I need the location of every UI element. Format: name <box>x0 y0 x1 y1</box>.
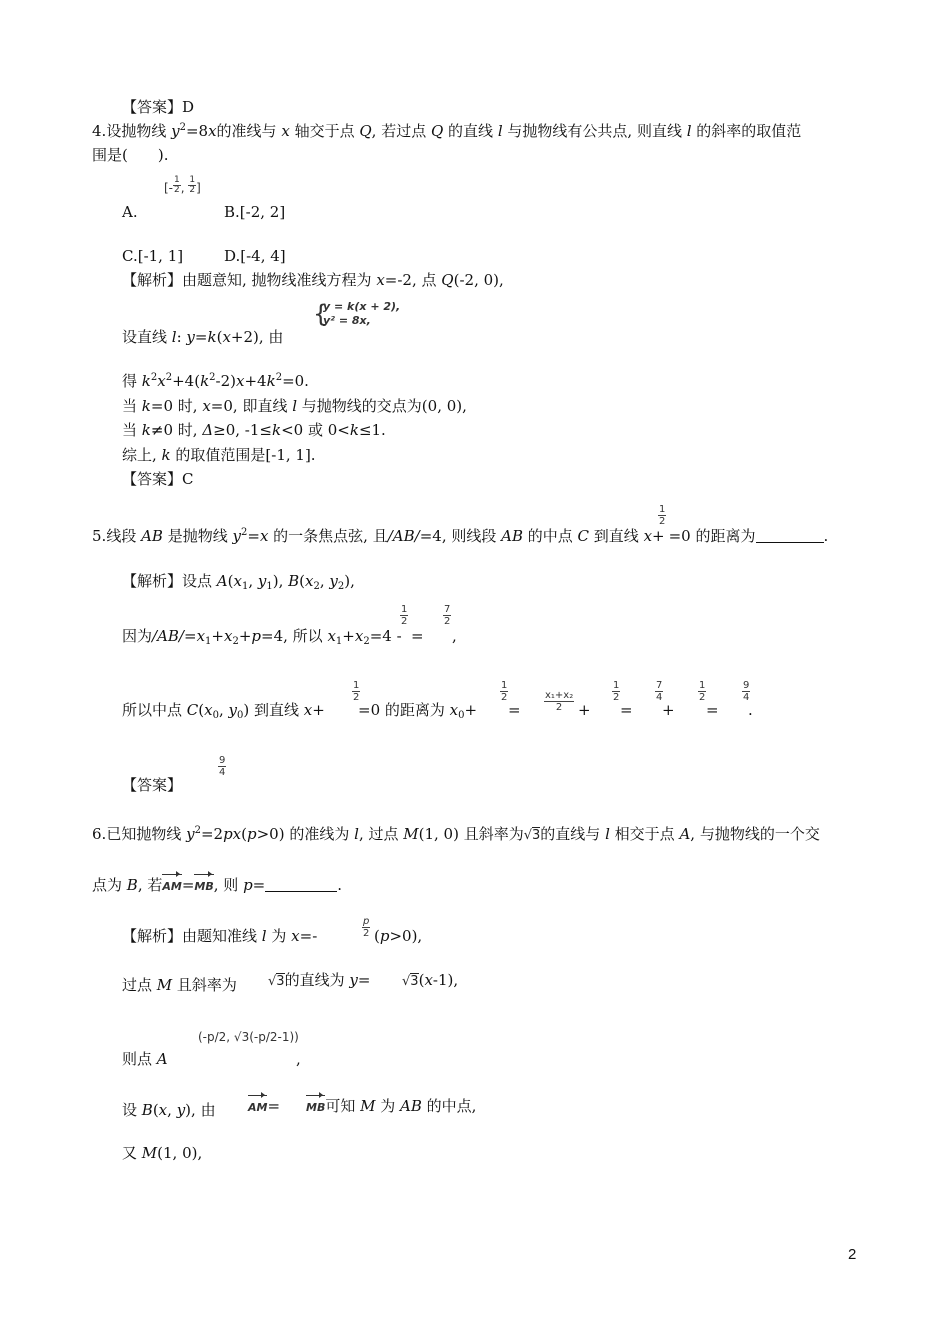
q4-stem-line1: 4.设抛物线 $y^2=8x$的准线与 x 轴交于点 Q, 若过点 Q 的直线 l 与抛物线有公共点, 则直线 l 的斜率的取值范 <box>92 122 802 140</box>
question-number: 4. <box>92 122 107 140</box>
analysis-text: 为 <box>375 1097 401 1115</box>
q4-stem-text: 设抛物线 <box>106 122 172 140</box>
analysis-text: 过点 <box>122 976 157 994</box>
analysis-text: 为 <box>266 927 292 945</box>
analysis-text: 设点 <box>182 572 217 590</box>
q4-option-d <box>224 246 286 266</box>
vector-am: AM <box>248 1098 267 1118</box>
q5-stem-frac: $\frac{1}{2}$ <box>659 504 666 527</box>
analysis-text: 由题知准线 <box>182 927 262 945</box>
q6-stem-text: , 过点 <box>358 825 404 843</box>
q6-analysis-5: 又 M(1, 0), <box>122 1144 203 1162</box>
q6-point-a: (-p/2, √3(-p/2-1)) <box>198 1030 299 1044</box>
q6-stem-line1: 6.已知抛物线 $y^2=2px(p>0)$ 的准线为 l, 过点 M(1, 0) 且斜率为√3的直线与 l 相交于点 A, 与抛物线的一个交 <box>92 825 820 843</box>
q5-frac-half-b: $\frac{1}{2}$ <box>353 680 360 703</box>
q4-stem-text: 轴交于点 <box>289 122 360 140</box>
q5-stem: 5.线段 AB 是抛物线 $y^2=x$ 的一条焦点弦, 且/AB/=4, 则线段 AB 的中点 C 到直线 x+ =0 的距离为 . <box>92 527 829 545</box>
q5-frac-half: $\frac{1}{2}$ <box>401 604 408 627</box>
plus-sign: + <box>578 701 591 719</box>
math-inline: y <box>171 122 180 140</box>
option-label: A. <box>122 203 138 221</box>
q4-stem-text: , 若过点 <box>371 122 431 140</box>
analysis-text: 当 <box>122 421 142 439</box>
q4-option-b <box>224 202 285 222</box>
q5-frac-half-e: $\frac{1}{2}$ <box>699 680 706 703</box>
q4-answer-line <box>122 469 194 489</box>
q6-stem-text: , 与抛物线的一个交 <box>690 825 820 843</box>
system-eq-2: y² = 8x, <box>323 314 371 327</box>
answer-blank[interactable] <box>265 877 337 892</box>
q4-analysis-5: 当 k≠0 时, Δ≥0, -1≤k<0 或 0<k≤1. <box>122 421 386 439</box>
q5-stem-text: =0 的距离为 <box>668 527 756 545</box>
q6-analysis-4-cont: MB可知 M 为 AB 的中点, <box>306 1096 476 1118</box>
q5-analysis-3: 所以中点 $C(x_0$, $y_0$) 到直线 x+ <box>122 701 325 721</box>
vector-mb: MB <box>306 1098 325 1118</box>
q6-slope: √3的直线为 y= <box>268 971 371 989</box>
q4-stem-text: 的准线与 <box>216 122 282 140</box>
q3-answer-line <box>122 97 194 117</box>
analysis-text: , 点 <box>411 271 442 289</box>
analysis-text: , 由 <box>258 328 284 346</box>
q6-stem-line2: 点为 B, 若AM=MB, 则 p= . <box>92 875 342 897</box>
q6-stem-text: 的直线与 <box>540 825 606 843</box>
q5-frac-7-2: $\frac{7}{2}$ <box>444 604 451 627</box>
q4-equation-system: { y = k(x + 2), y² = 8x, <box>313 300 401 328</box>
q5-stem-text: 的一条焦点弦, 且 <box>268 527 388 545</box>
analysis-text: 的直线为 <box>284 971 350 989</box>
q5-frac-half-c: $\frac{1}{2}$ <box>501 680 508 703</box>
answer-label: 【答案】 <box>122 470 183 488</box>
q6-stem-text: , 若 <box>137 876 163 894</box>
analysis-text: 则点 <box>122 1050 157 1068</box>
analysis-label: 【解析】 <box>122 572 183 590</box>
q6-analysis-4: 设 B(x, y), 由 <box>122 1101 216 1119</box>
q4-stem-text: 的斜率的取值范 <box>691 122 802 140</box>
q4-stem-line2 <box>92 145 168 165</box>
q4-option-c <box>122 246 183 266</box>
comma: , <box>296 1050 301 1068</box>
page-number: 2 <box>848 1246 857 1263</box>
q4-analysis-4: 当 k=0 时, x=0, 即直线 l 与抛物线的交点为(0, 0), <box>122 397 467 415</box>
analysis-text: 设 <box>122 1101 142 1119</box>
q5-stem-text: 到直线 <box>589 527 644 545</box>
q6-stem-text: 点为 <box>92 876 127 894</box>
q4-analysis-6: 综上, k 的取值范围是[-1, 1]. <box>122 446 316 464</box>
analysis-text: 由题意知, 抛物线准线方程为 <box>182 271 377 289</box>
analysis-text: 时, <box>173 397 203 415</box>
q6-stem-text: 已知抛物线 <box>106 825 187 843</box>
question-number: 6. <box>92 825 107 843</box>
plus-sign: + <box>662 701 675 719</box>
analysis-text: 可知 <box>325 1097 361 1115</box>
analysis-text: 设直线 <box>122 328 172 346</box>
analysis-text: 到直线 <box>249 701 304 719</box>
q5-frac-9-4: $\frac{9}{4}$ <box>743 680 750 703</box>
analysis-text: =0 的距离为 <box>358 701 450 719</box>
q5-analysis-3-cont: =0 的距离为 $x_0+$ <box>358 701 478 721</box>
q6-stem-text: , 则 <box>213 876 244 894</box>
option-text: B.[-2, 2] <box>224 203 286 221</box>
analysis-label: 【解析】 <box>122 927 183 945</box>
option-text: C.[-1, 1] <box>122 247 184 265</box>
q6-line-eq: √3(x-1), <box>402 971 459 989</box>
equals-sign: = <box>508 701 521 719</box>
analysis-text: 所以中点 <box>122 701 187 719</box>
q5-answer-line <box>122 775 182 795</box>
q4-stem-text: 的直线 <box>443 122 498 140</box>
analysis-label: 【解析】 <box>122 271 183 289</box>
answer-label: 【答案】 <box>122 98 183 116</box>
q5-analysis-1: 【解析】设点 $A(x_1$, $y_1$), $B(x_2$, $y_2$), <box>122 572 355 592</box>
q4-answer: C <box>182 470 194 488</box>
option-text: D.[-4, 4] <box>224 247 286 265</box>
analysis-text: 综上, <box>122 446 162 464</box>
analysis-text: 与抛物线的交点为(0, 0), <box>297 397 467 415</box>
sqrt3-math: √3 <box>523 828 541 843</box>
equals-sign: = <box>706 701 719 719</box>
question-number: 5. <box>92 527 107 545</box>
q6-stem-text: 的准线为 <box>284 825 355 843</box>
q6-vectors: AM= <box>248 1096 280 1118</box>
q6-analysis-2: 过点 M 且斜率为 <box>122 976 237 994</box>
q5-frac-7-4: $\frac{7}{4}$ <box>656 680 663 703</box>
system-eq-1: y = k(x + 2), <box>323 300 401 313</box>
comma: , <box>452 627 457 645</box>
q5-analysis-2: 因为$/AB/=x_1+x_2+p=4$, 所以 $x_1+x_2=4$ - <box>122 627 402 647</box>
q6-frac-p2: $\frac{p}{2}$ <box>362 916 370 939</box>
vector-am: AM <box>162 877 181 897</box>
q4-analysis-1: 【解析】由题意知, 抛物线准线方程为 x=-2, 点 Q(-2, 0), <box>122 271 504 289</box>
analysis-text: 当 <box>122 397 142 415</box>
q4-option-a <box>122 202 138 222</box>
q4-stem-text: 与抛物线有公共点, 则直线 <box>502 122 687 140</box>
analysis-text: 且斜率为 <box>172 976 237 994</box>
q5-frac-sum: $\frac{\text{x₁+x₂}}{2}$ <box>545 690 574 713</box>
q4-option-a-math: [- $\frac{1}{2}$ , $\frac{1}{2}$ ] <box>164 175 201 195</box>
analysis-text: , 即直线 <box>232 397 293 415</box>
analysis-text: 的中点, <box>421 1097 477 1115</box>
q5-stem-text: 线段 <box>106 527 142 545</box>
q3-answer: D <box>182 98 195 116</box>
analysis-text: 又 <box>122 1144 142 1162</box>
equals-sign: = <box>411 627 424 645</box>
q4-stem-text: 围是( ). <box>92 146 169 164</box>
analysis-text: 时, <box>173 421 203 439</box>
q4-analysis-3: 得 $k^2x^2+4(k^2-2)x+4k^2=0$. <box>122 372 309 390</box>
q4-analysis-2: 设直线 l: y=k(x+2), 由 <box>122 328 284 346</box>
analysis-text: 得 <box>122 372 142 390</box>
q5-stem-text: , 则线段 <box>441 527 502 545</box>
q5-frac-half-d: $\frac{1}{2}$ <box>613 680 620 703</box>
answer-blank[interactable] <box>756 528 824 543</box>
analysis-text: , 由 <box>191 1101 216 1119</box>
equals-sign: = <box>620 701 633 719</box>
analysis-text: 的取值范围是[-1, 1]. <box>170 446 316 464</box>
q6-analysis-3: 则点 A <box>122 1050 168 1068</box>
q6-stem-text: 相交于点 <box>609 825 680 843</box>
analysis-text: 因为 <box>122 627 153 645</box>
analysis-text: , 所以 <box>283 627 328 645</box>
q5-answer-frac: $\frac{9}{4}$ <box>219 755 226 778</box>
q5-stem-text: 是抛物线 <box>162 527 233 545</box>
answer-label: 【答案】 <box>122 776 183 794</box>
period: . <box>748 701 753 719</box>
q6-analysis-1: 【解析】由题知准线 l 为 x=- <box>122 927 318 945</box>
vector-mb: MB <box>194 877 213 897</box>
condition-text: (p>0), <box>374 927 423 945</box>
q5-stem-text: 的中点 <box>522 527 578 545</box>
q6-stem-text: 且斜率为 <box>458 825 524 843</box>
